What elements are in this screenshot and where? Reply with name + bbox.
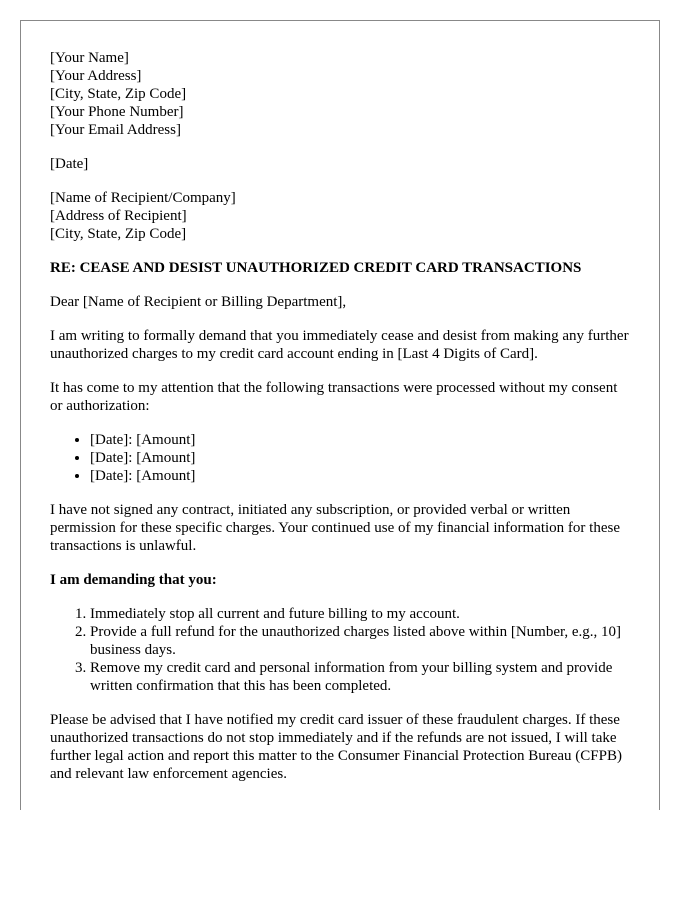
letter-date: [50, 155, 629, 173]
sender-city-state-zip: [City, State, Zip Code]: [50, 86, 187, 102]
demand-item: 3. Remove my credit card and personal information from your billing system and provide written confirmation that this has been completed.: [90, 659, 629, 695]
notice-paragraph: Please be advised that I have notified my credit card issuer of these fraudulent charges. If these unauthorized transactions do not stop immediately and if the refunds are not issued, I will take further legal action and report this matter to the Consumer Financial Protection Bureau (CFPB) and relevant law enforcement agencies.: [50, 712, 622, 782]
demand-heading: I am demanding that you:: [50, 572, 217, 588]
transaction-item: • [Date]: [Amount]: [90, 431, 629, 449]
sender-address-block: [50, 49, 629, 139]
transactions-list: [50, 431, 629, 485]
recipient-name: [Name of Recipient/Company]: [50, 190, 236, 206]
recipient-address: [Address of Recipient]: [50, 208, 187, 224]
salutation: Dear [Name of Recipient or Billing Department],: [50, 294, 347, 310]
letter-page: [20, 20, 660, 810]
transaction-item: • [Date]: [Amount]: [90, 449, 629, 467]
sender-email: [Your Email Address]: [50, 122, 181, 138]
no-permission-paragraph: I have not signed any contract, initiated any subscription, or provided verbal or written permission for these specific charges. Your continued use of my financial information for these transactions is unlawful.: [50, 502, 620, 554]
date-text: [Date]: [50, 156, 89, 172]
sender-address: [Your Address]: [50, 68, 142, 84]
subject-line: RE: CEASE AND DESIST UNAUTHORIZED CREDIT CARD TRANSACTIONS: [50, 260, 582, 276]
demand-item: 1. Immediately stop all current and future billing to my account.: [90, 605, 629, 623]
transactions-lead-paragraph: It has come to my attention that the following transactions were processed without my consent or authorization:: [50, 380, 618, 414]
recipient-address-block: [50, 189, 629, 243]
recipient-city-state-zip: [City, State, Zip Code]: [50, 226, 187, 242]
sender-phone: [Your Phone Number]: [50, 104, 184, 120]
intro-paragraph: I am writing to formally demand that you immediately cease and desist from making any further unauthorized charges to my credit card account ending in [Last 4 Digits of Card].: [50, 328, 629, 362]
demands-list: [50, 605, 629, 695]
demand-item: 2. Provide a full refund for the unauthorized charges listed above within [Number, e.g., 10] business days.: [90, 623, 629, 659]
sender-name: [Your Name]: [50, 50, 129, 66]
transaction-item: • [Date]: [Amount]: [90, 467, 629, 485]
